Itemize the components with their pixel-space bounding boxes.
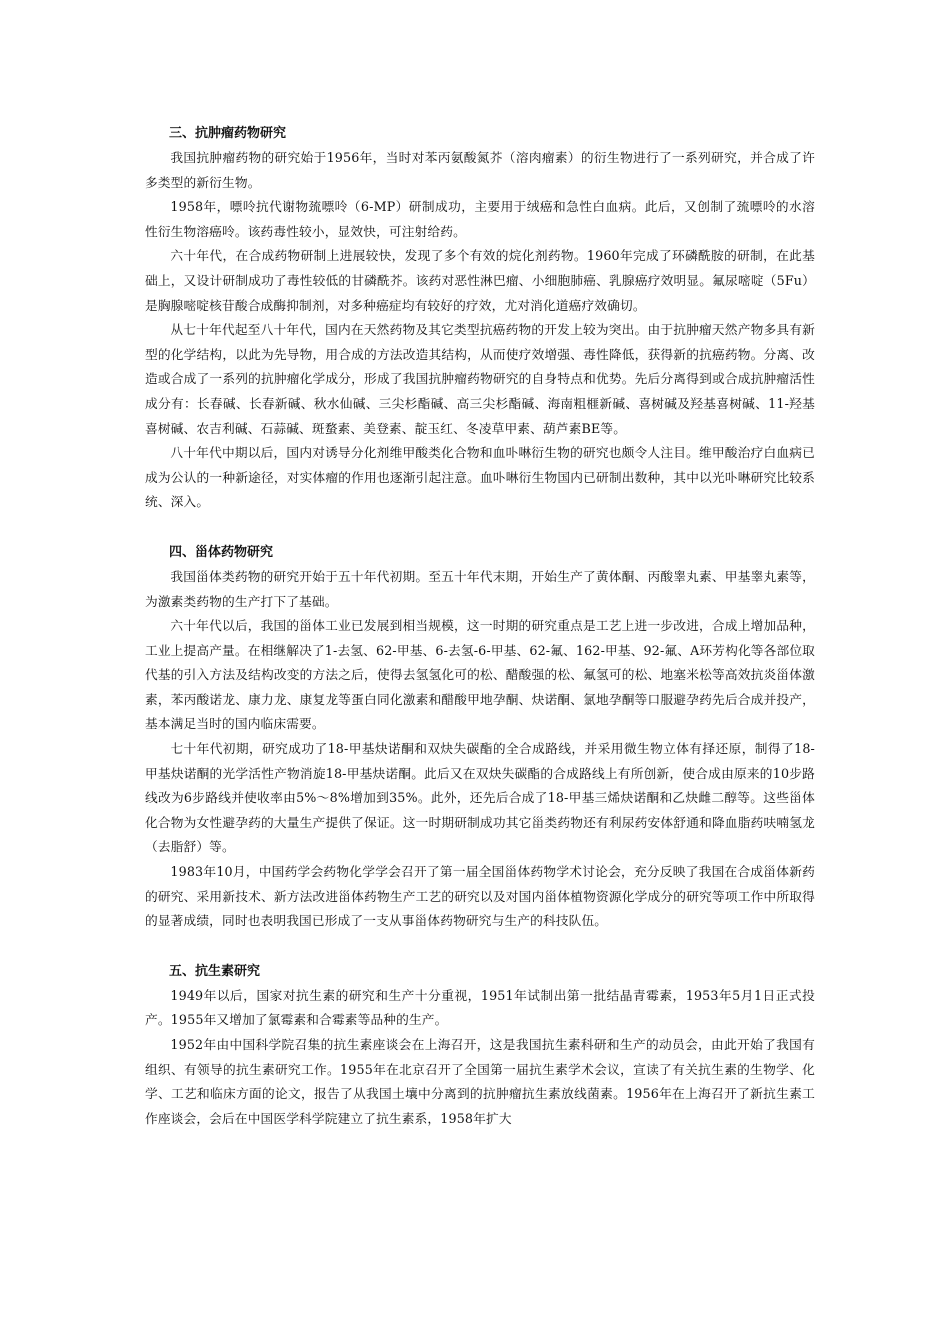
paragraph: 八十年代中期以后，国内对诱导分化剂维甲酸类化合物和血卟啉衍生物的研究也颇令人注目。维甲酸治疗白血病已成为公认的一种新途径，对实体瘤的作用也逐渐引起注意。血卟啉衍生物国内已研制出数种，其中以光卟啉研究比较系统、深入。 [145,445,815,510]
paragraph: 从七十年代起至八十年代，国内在天然药物及其它类型抗癌药物的开发上较为突出。由于抗肿瘤天然产物多具有新型的化学结构，以此为先导物，用合成的方法改造其结构，从而使疗效增强、毒性降低，获得新的抗癌药物。分离、改造或合成了一系列的抗肿瘤化学成分，形成了我国抗肿瘤药物研究的自身特点和优势。先后分离得到或合成抗肿瘤活性成分有：长春碱、长春新碱、秋水仙碱、三尖杉酯碱、高三尖杉酯碱、海南粗榧新碱、喜树碱及羟基喜树碱、11-羟基喜树碱、农吉利碱、石蒜碱、斑蝥素、美登素、靛玉红、冬凌草甲素、葫芦素BE等。 [145,322,815,436]
paragraph: 我国甾体类药物的研究开始于五十年代初期。至五十年代末期，开始生产了黄体酮、丙酸睾丸素、甲基睾丸素等，为激素类药物的生产打下了基础。 [145,568,815,609]
paragraph: 1949年以后，国家对抗生素的研究和生产十分重视，1951年试制出第一批结晶青霉素，1953年5月1日正式投产。1955年又增加了氯霉素和合霉素等品种的生产。 [145,987,815,1028]
section-heading: 四、甾体药物研究 [169,544,274,560]
paragraph: 六十年代以后，我国的甾体工业已发展到相当规模，这一时期的研究重点是工艺上进一步改进，合成上增加品种，工业上提高产量。在相继解决了1-去氢、62-甲基、6-去氢-6-甲基、62-氟、162-甲基、92-氟、A环芳构化等各部位取代基的引入方法及结构改变的方法之后，使得去氢氢化可的松、醋酸强的松、氟氢可的松、地塞米松等高效抗炎甾体激素，苯丙酸诺龙、康力龙、康复龙等蛋白同化激素和醋酸甲地孕酮、炔诺酮、氯地孕酮等口服避孕药先后合成并投产，基本满足当时的国内临床需要。 [145,618,815,732]
paragraph: 1958年，嘌呤抗代谢物巯嘌呤（6-MP）研制成功，主要用于绒癌和急性白血病。此后，又创制了巯嘌呤的水溶性衍生物溶癌呤。该药毒性较小，显效快，可注射给药。 [145,199,815,239]
section-steroid [145,541,815,934]
paragraph: 六十年代，在合成药物研制上进展较快，发现了多个有效的烷化剂药物。1960年完成了环磷酰胺的研制，在此基础上，又设计研制成功了毒性较低的甘磷酰芥。该药对恶性淋巴瘤、小细胞肺癌、乳腺癌疗效明显。氟尿嘧啶（5Fu）是胸腺嘧啶核苷酸合成酶抑制剂，对多种癌症均有较好的疗效，尤对消化道癌疗效确切。 [145,248,815,313]
section-heading: 三、抗肿瘤药物研究 [169,126,287,141]
section-antitumor [145,122,815,515]
paragraph: 1983年10月，中国药学会药物化学学会召开了第一届全国甾体药物学术讨论会，充分反映了我国在合成甾体新药的研究、采用新技术、新方法改进甾体药物生产工艺的研究以及对国内甾体植物资源化学成分的研究等项工作中所取得的显著成绩，同时也表明我国已形成了一支从事甾体药物研究与生产的科技队伍。 [145,864,815,929]
paragraph: 1952年由中国科学院召集的抗生素座谈会在上海召开，这是我国抗生素科研和生产的动员会，由此开始了我国有组织、有领导的抗生素研究工作。1955年在北京召开了全国第一届抗生素学术会议，宣读了有关抗生素的生物学、化学、工艺和临床方面的论文，报告了从我国土壤中分离到的抗肿瘤抗生素放线菌素。1956年在上海召开了新抗生素工作座谈会，会后在中国医学科学院建立了抗生素系，1958年扩大 [145,1037,815,1126]
document-page [145,122,815,1157]
section-heading: 五、抗生素研究 [169,963,261,979]
paragraph: 七十年代初期，研究成功了18-甲基炔诺酮和双炔失碳酯的全合成路线，并采用微生物立体有择还原，制得了18-甲基炔诺酮的光学活性产物消旋18-甲基炔诺酮。此后又在双炔失碳酯的合成路线上有所创新，使合成由原来的10步路线改为6步路线并使收率由5%～8%增加到35%。此外，还先后合成了18-甲基三烯炔诺酮和乙炔雌二醇等。这些甾体化合物为女性避孕药的大量生产提供了保证。这一时期研制成功其它甾类药物还有利尿药安体舒通和降血脂药呋喃氢龙（去脂舒）等。 [145,741,815,855]
paragraph: 我国抗肿瘤药物的研究始于1956年，当时对苯丙氨酸氮芥（溶肉瘤素）的衍生物进行了一系列研究，并合成了许多类型的新衍生物。 [145,150,815,190]
section-antibiotic [145,960,815,1132]
